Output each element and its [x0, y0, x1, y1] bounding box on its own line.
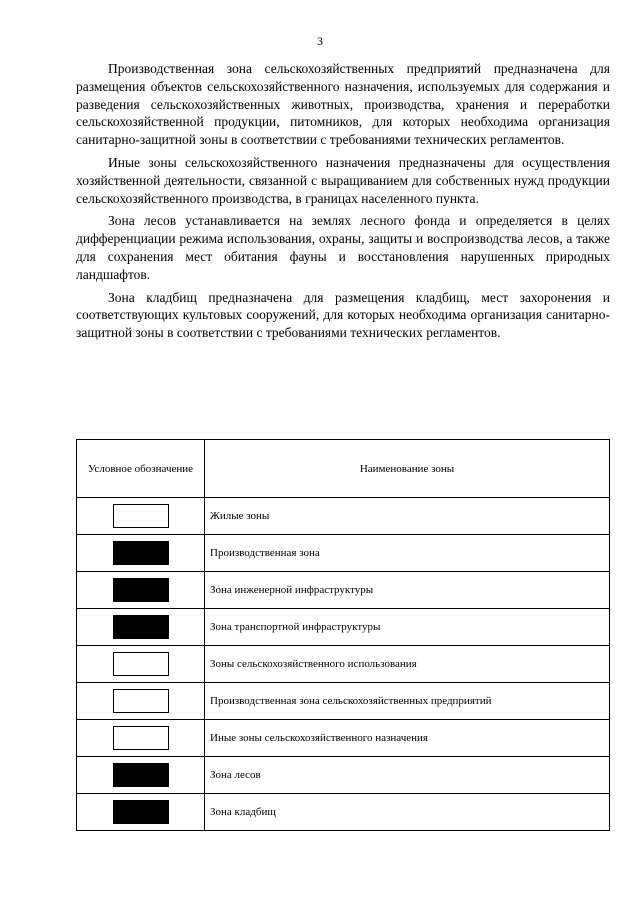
legend-row — [77, 720, 610, 757]
zone-swatch — [113, 504, 169, 528]
header-zone-name: Наименование зоны — [205, 440, 610, 498]
zone-name: Зоны сельскохозяйственного использования — [205, 646, 610, 683]
zone-swatch — [113, 763, 169, 787]
zone-name: Зона лесов — [205, 757, 610, 794]
legend-row — [77, 794, 610, 831]
paragraph-production-zone: Производственная зона сельскохозяйственных предприятий предназначена для размещения объектов сельскохозяйственного назначения, используемых для содержания и разведения сельскохозяйственных животных, производства, хранения и переработки сельскохозяйственной продукции, питомников, для которых необходима организация санитарно-защитной зоны в соответствии с требованиями технических регламентов. — [76, 61, 610, 148]
zone-legend-table — [76, 439, 610, 831]
zone-name: Зона транспортной инфраструктуры — [205, 609, 610, 646]
legend-row — [77, 498, 610, 535]
zone-name: Производственная зона сельскохозяйственных предприятий — [205, 683, 610, 720]
body-text — [76, 60, 610, 347]
page-number: 3 — [317, 34, 323, 48]
header-symbol: Условное обозначение — [77, 440, 205, 498]
legend-header-row — [77, 440, 610, 498]
zone-swatch — [113, 800, 169, 824]
legend-row — [77, 535, 610, 572]
legend-row — [77, 572, 610, 609]
paragraph-cemetery-zone: Зона кладбищ предназначена для размещения кладбищ, мест захоронения и соответствующих культовых сооружений, для которых необходима организация санитарно-защитной зоны в соответствии с требованиями технических регламентов. — [76, 289, 610, 341]
paragraph-other-agri-zones: Иные зоны сельскохозяйственного назначения предназначены для осуществления хозяйственной деятельности, связанной с выращиванием для собственных нужд продукции сельскохозяйственного производства, в границах населенного пункта. — [76, 154, 610, 206]
legend-row — [77, 683, 610, 720]
zone-name: Жилые зоны — [205, 498, 610, 535]
legend-row — [77, 757, 610, 794]
zone-swatch — [113, 652, 169, 676]
zone-name: Зона кладбищ — [205, 794, 610, 831]
zone-swatch — [113, 726, 169, 750]
zone-swatch — [113, 615, 169, 639]
zone-swatch — [113, 689, 169, 713]
legend-row — [77, 609, 610, 646]
paragraph-forest-zone: Зона лесов устанавливается на землях лесного фонда и определяется в целях дифференциации режима использования, охраны, защиты и воспроизводства лесов, а также для сохранения мест обитания фауны и восстановления нарушенных природных ландшафтов. — [76, 213, 610, 282]
legend-row — [77, 646, 610, 683]
zone-swatch — [113, 541, 169, 565]
zone-name: Производственная зона — [205, 535, 610, 572]
zone-swatch — [113, 578, 169, 602]
zone-name: Зона инженерной инфраструктуры — [205, 572, 610, 609]
zone-name: Иные зоны сельскохозяйственного назначения — [205, 720, 610, 757]
